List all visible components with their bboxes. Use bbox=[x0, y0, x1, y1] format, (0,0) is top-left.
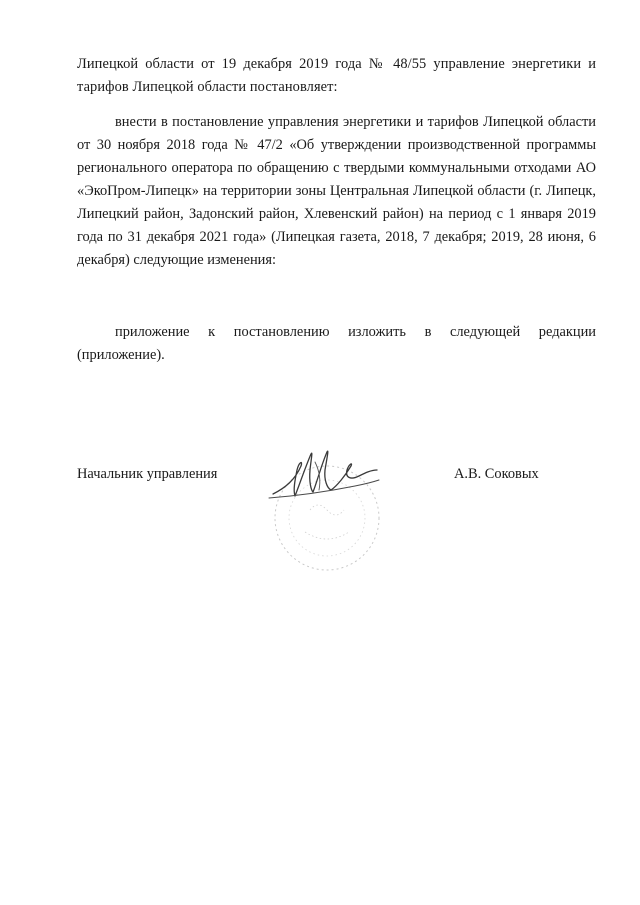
intro-paragraph: Липецкой области от 19 декабря 2019 года № 48/55 управление энергетики и тарифов Липецкой области постановляет: bbox=[77, 56, 596, 95]
handwritten-signature bbox=[255, 440, 395, 590]
paragraph-annex: приложение к постановлению изложить в следующей редакции (приложение). bbox=[77, 324, 596, 363]
paragraph-amendment: внести в постановление управления энергетики и тарифов Липецкой области от 30 ноября 2018 года № 47/2 «Об утверждении производственной программы регионального оператора по обращению с твердыми коммунальными отходами АО «ЭкоПром-Липецк» на территории зоны Центральная Липецкой области (г. Липецк, Липецкий район, Задонский район, Хлевенский район) на период с 1 января 2019 года по 31 декабря 2021 года» (Липецкая газета, 2018, 7 декабря; 2019, 28 июня, 6 декабря) следующие изменения: bbox=[77, 114, 596, 268]
signatory-position: Начальник управления bbox=[77, 466, 218, 482]
signatory-name: А.В. Соковых bbox=[454, 466, 539, 482]
